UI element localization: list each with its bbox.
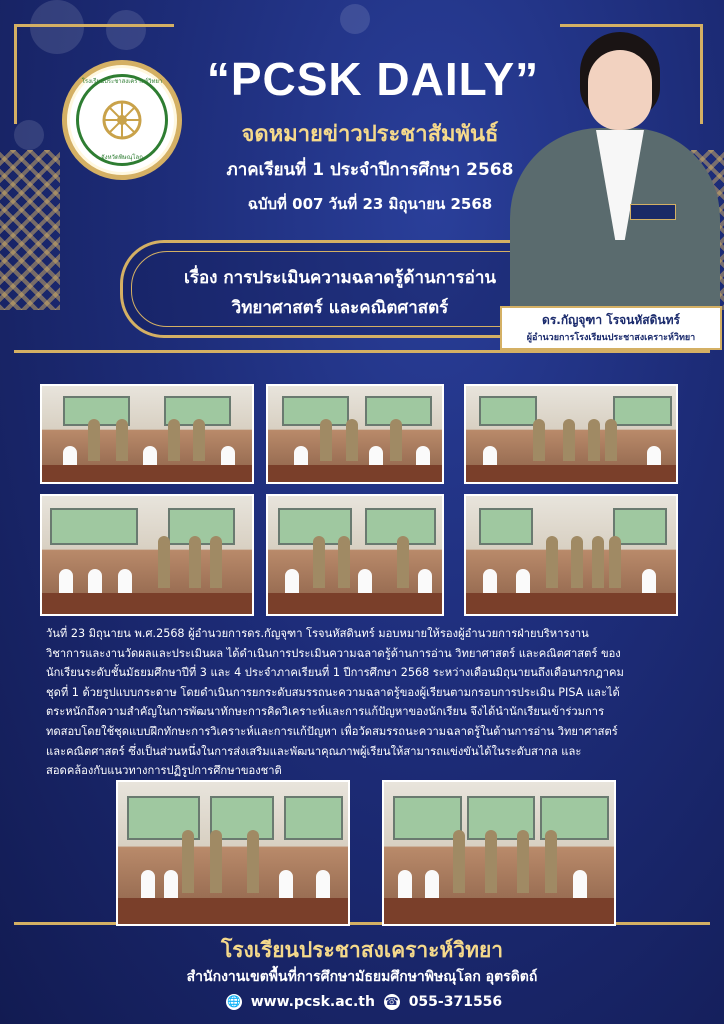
bokeh-decoration bbox=[340, 4, 370, 34]
body-line: ทดสอบโดยใช้ชุดแบบฝึกทักษะการวิเคราะห์และการแก้ปัญหา เพื่อวัดสมรรถนะความฉลาดรู้ในด้านการอ่าน วิทยาศาสตร์ bbox=[46, 724, 618, 738]
issue-line: ฉบับที่ 007 วันที่ 23 มิถุนายน 2568 bbox=[247, 195, 493, 213]
activity-photo bbox=[464, 384, 678, 484]
gold-frame-line bbox=[14, 24, 17, 124]
activity-photo bbox=[266, 384, 444, 484]
logo-ring bbox=[76, 74, 168, 166]
activity-photo bbox=[40, 384, 254, 484]
school-name: โรงเรียนประชาสงเคราะห์วิทยา bbox=[220, 938, 504, 962]
education-office: สำนักงานเขตพื้นที่การศึกษามัธยมศึกษาพิษณุโลก อุตรดิตถ์ bbox=[186, 969, 538, 985]
bokeh-decoration bbox=[14, 120, 44, 150]
activity-photo bbox=[266, 494, 444, 616]
phone-number[interactable]: 055-371556 bbox=[408, 994, 503, 1010]
body-line: ตระหนักถึงความสำคัญในการพัฒนาทักษะการคิดวิเคราะห์และการแก้ปัญหาของนักเรียน จึงได้นำนักเรียนเข้าร่วมการ bbox=[46, 705, 605, 719]
newsletter-title: “PCSK DAILY” bbox=[206, 53, 540, 105]
article-body bbox=[46, 624, 680, 781]
director-portrait bbox=[510, 28, 720, 308]
gold-frame-line bbox=[14, 350, 710, 353]
body-line: วิชาการและงานวัดผลและประเมินผล ได้ดำเนินการประเมินความฉลาดรู้ด้านการอ่าน วิทยาศาสตร์ และคณิตศาสตร์ ของ bbox=[46, 646, 621, 660]
gold-frame-line bbox=[14, 24, 174, 27]
body-line: ชุดที่ 1 ด้วยรูปแบบกระดาษ โดยดำเนินการยกระดับสมรรถนะความฉลาดรู้ของผู้เรียนตามกรอบการประเมิน PISA และได้ bbox=[46, 685, 620, 699]
activity-photo bbox=[116, 780, 350, 926]
dharma-wheel-icon bbox=[100, 98, 144, 142]
director-name-card bbox=[500, 306, 722, 350]
contact-line bbox=[0, 994, 724, 1010]
director-position: ผู้อำนวยการโรงเรียนประชาสงเคราะห์วิทยา bbox=[526, 333, 696, 343]
website-link[interactable]: www.pcsk.ac.th bbox=[250, 994, 375, 1010]
activity-photo bbox=[382, 780, 616, 926]
semester-line: ภาคเรียนที่ 1 ประจำปีการศึกษา 2568 bbox=[226, 160, 514, 180]
activity-photo bbox=[40, 494, 254, 616]
bokeh-decoration bbox=[30, 0, 84, 54]
logo-top-text: โรงเรียนประชาสงเคราะห์วิทยา bbox=[81, 78, 163, 85]
body-line: นักเรียนระดับชั้นมัธยมศึกษาปีที่ 3 และ 4 ประจำภาคเรียนที่ 1 ปีการศึกษา 2568 ระหว่างเดือนมิถุนายนถึงเดือนกรกฎาคม bbox=[46, 666, 624, 680]
globe-icon: 🌐 bbox=[226, 995, 241, 1008]
topic-line-2: วิทยาศาสตร์ และคณิตศาสตร์ bbox=[231, 298, 449, 318]
logo-bottom-text: จังหวัดพิษณุโลก bbox=[101, 154, 143, 161]
topic-line-1: เรื่อง การประเมินความฉลาดรู้ด้านการอ่าน bbox=[184, 268, 496, 288]
activity-photo bbox=[464, 494, 678, 616]
body-line: สอดคล้องกับแนวทางการปฏิรูปการศึกษาของชาติ bbox=[46, 764, 282, 778]
bokeh-decoration bbox=[106, 10, 146, 50]
body-line: วันที่ 23 มิถุนายน พ.ศ.2568 ผู้อำนวยการดร.กัญจุฑา โรจนหัสดินทร์ มอบหมายให้รองผู้อำนวยการฝ่ายบริหารงาน bbox=[46, 627, 589, 640]
phone-icon: ☎ bbox=[384, 995, 399, 1008]
director-name: ดร.กัญจุฑา โรจนหัสดินทร์ bbox=[542, 313, 680, 327]
body-line: และคณิตศาสตร์ ซึ่งเป็นส่วนหนึ่งในการส่งเสริมและพัฒนาคุณภาพผู้เรียนให้สามารถแข่งขันได้ในระดับสากล และ bbox=[46, 744, 582, 758]
newsletter-subtitle: จดหมายข่าวประชาสัมพันธ์ bbox=[241, 122, 499, 147]
school-logo bbox=[62, 60, 182, 180]
gold-frame-line bbox=[560, 24, 703, 27]
thai-pattern-left bbox=[0, 150, 60, 310]
